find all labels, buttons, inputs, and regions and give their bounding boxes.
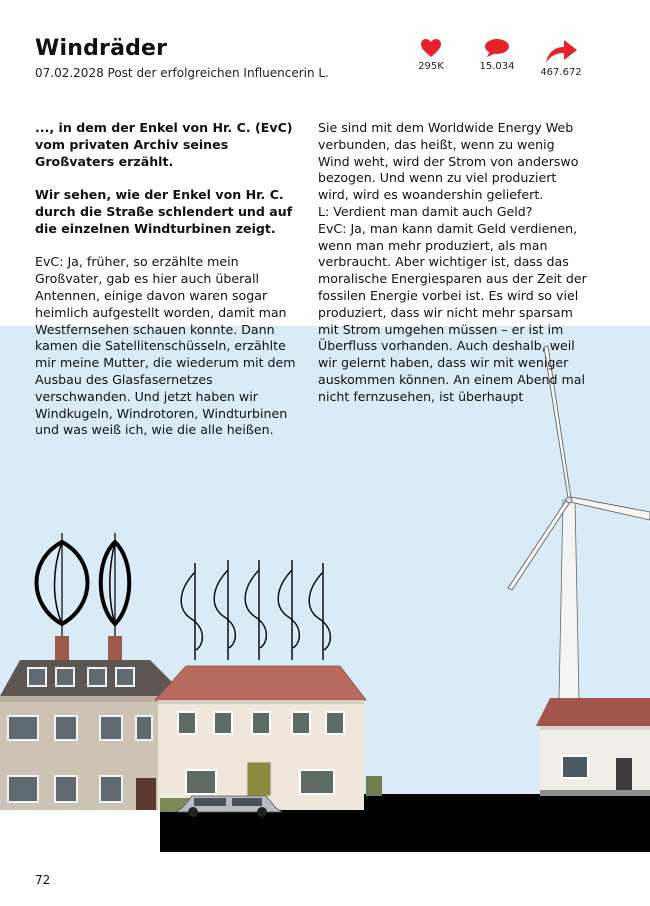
dialogue-paragraph-right-2: EvC: Ja, man kann damit Geld verdienen, wenn man mehr produziert, als man verbraucht. Aber wichtiger ist, dass das moralische Energiesparen aus der Zeit der fossilen Energie vorbei ist. Es wird so viel produziert, dass wir nicht mehr sparsam mit Strom umgehen müssen – er ist im Überfluss vorhanden. Auch deshalb, weil wir gelernt haben, dass wir mit weniger auskommen können. An einem Abend mal nicht fernzusehen, ist überhaupt [318, 220, 587, 404]
article-column-right [318, 120, 590, 406]
heart-icon [420, 38, 442, 58]
shares-stat[interactable] [526, 38, 596, 78]
article-column-left [35, 120, 307, 456]
likes-count: 295K [418, 61, 444, 72]
house-middle [155, 666, 382, 817]
speech-bubble-icon [484, 38, 510, 58]
page-title: Windräder [35, 36, 168, 61]
likes-stat[interactable] [396, 38, 466, 72]
share-arrow-icon [544, 38, 578, 64]
page-number: 72 [35, 873, 51, 887]
dialogue-paragraph-left: EvC: Ja, früher, so erzählte mein Großvater, gab es hier auch überall Antennen, einige davon waren sogar heimlich aufgestellt worden, damit man Westfernsehen schauen konnte. Dann kamen die Satellitenschüsseln, erzählte mir meine Mutter, die wiederum mit dem Ausbau des Glasfasernetzes verschwanden. Und jetzt haben wir Windkugeln, Windrotoren, Windturbinen und was weiß ich, wie die alle heißen. [35, 254, 296, 438]
wind-spheres [37, 533, 130, 636]
comments-count: 15.034 [479, 61, 515, 72]
house-right [536, 698, 650, 796]
shares-count: 467.672 [540, 67, 582, 78]
post-subtitle: 07.02.2028 Post der erfolgreichen Influencerin L. [35, 66, 329, 80]
intro-paragraph-2: Wir sehen, wie der Enkel von Hr. C. durch die Straße schlendert und auf die einzelnen Windturbinen zeigt. [35, 187, 293, 236]
vertical-wind-turbines [181, 560, 330, 660]
dialogue-question: L: Verdient man damit auch Geld? [318, 203, 533, 219]
intro-paragraph-1: ..., in dem der Enkel von Hr. C. (EvC) vom privaten Archiv seines Großvaters erzählt. [35, 120, 293, 169]
dialogue-paragraph-right-1: Sie sind mit dem Worldwide Energy Web verbunden, das heißt, wenn zu wenig Wind weht, wird der Strom von anderswo bezogen. Und wenn zu viel produziert wird, wird es woandershin geliefert. [318, 120, 579, 203]
comments-stat[interactable] [462, 38, 532, 72]
